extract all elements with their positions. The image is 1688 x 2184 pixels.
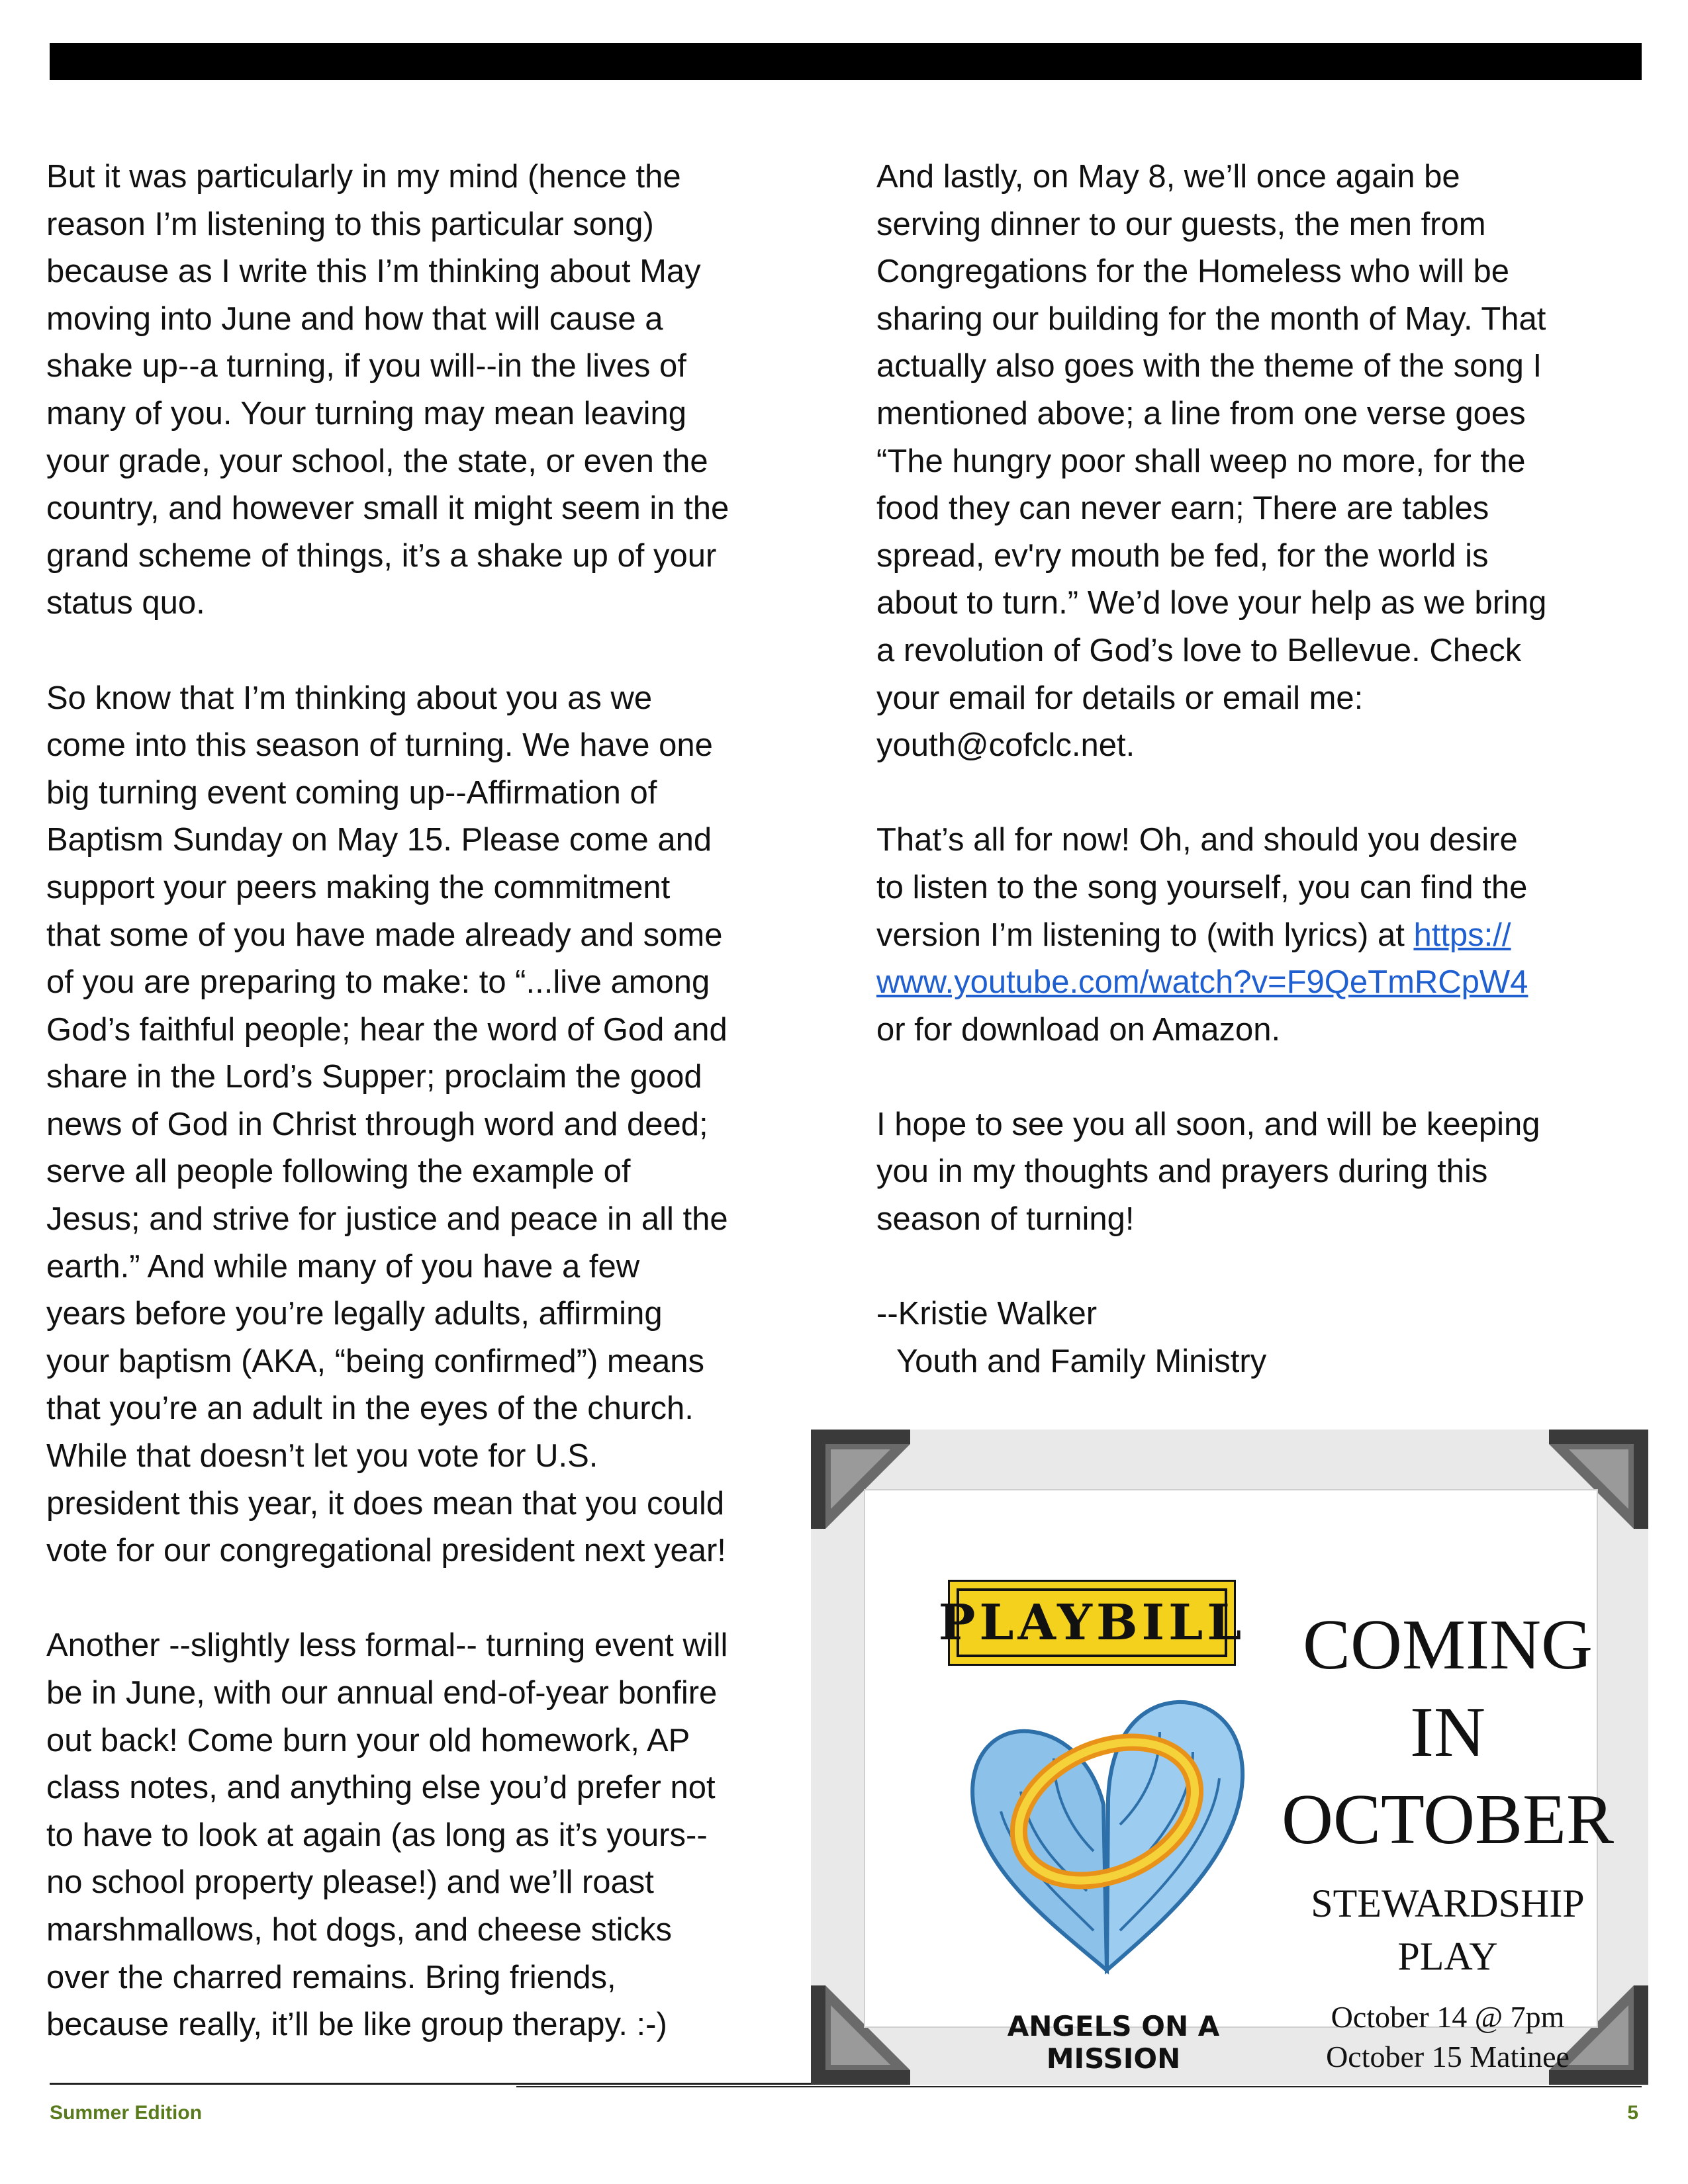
subtitle-line: PLAY: [1397, 1934, 1498, 1978]
text-line: marshmallows, hot dogs, and cheese sticks: [46, 1911, 673, 1948]
text-line: spread, ev'ry mouth be fed, for the world is: [876, 537, 1489, 574]
text-line: Another --slightly less formal-- turning event will: [46, 1627, 728, 1664]
text-line: season of turning!: [876, 1201, 1135, 1238]
date-line: October 15 Matinee: [1326, 2040, 1570, 2073]
playbill-logo-text: PLAYBILL: [957, 1588, 1227, 1657]
text-line: of you are preparing to make: to “...live among: [46, 964, 710, 1001]
text-line: reason I’m listening to this particular song): [46, 206, 654, 242]
text-line: share in the Lord’s Supper; proclaim the good: [46, 1059, 702, 1095]
text-line: many of you. Your turning may mean leaving: [46, 395, 686, 432]
text-line: I hope to see you all soon, and will be keeping: [876, 1106, 1540, 1142]
youtube-link-part-2[interactable]: www.youtube.com/watch?v=F9QeTmRCpW4: [876, 964, 1528, 1001]
text-line: So know that I’m thinking about you as we: [46, 680, 653, 716]
footer-divider: [50, 2083, 811, 2085]
text-line: sharing our building for the month of May. That: [876, 300, 1546, 337]
paragraph-closing: [876, 1101, 1644, 1244]
text-line: your baptism (AKA, “being confirmed”) means: [46, 1343, 704, 1379]
poster-card: [864, 1489, 1615, 2075]
text-line: While that doesn’t let you vote for U.S.: [46, 1438, 598, 1475]
text-line: “The hungry poor shall weep no more, for the: [876, 443, 1526, 479]
playbill-logo: [938, 1580, 1246, 1666]
text-line: years before you’re legally adults, affirming: [46, 1296, 663, 1332]
text-line: you in my thoughts and prayers during this: [876, 1154, 1488, 1190]
text-line: your grade, your school, the state, or even the: [46, 443, 708, 479]
right-column: [876, 154, 1644, 1385]
text-line: food they can never earn; There are tables: [876, 490, 1489, 527]
announcement-block: [1269, 1602, 1626, 2077]
email-text: youth@cofclc.net.: [876, 727, 1135, 764]
text-line: grand scheme of things, it’s a shake up of your: [46, 537, 717, 574]
text-line: Jesus; and strive for justice and peace in all the: [46, 1201, 728, 1238]
youtube-link-part-1[interactable]: https://: [1413, 917, 1511, 953]
paragraph-dinner: [876, 154, 1644, 770]
text-line-with-link: [876, 912, 1644, 960]
text-line: moving into June and how that will cause a: [46, 300, 663, 337]
text-line: to have to look at again (as long as it’s yours--: [46, 1817, 708, 1853]
text-line: because really, it’ll be like group therapy. :-): [46, 2007, 667, 2043]
text-line: status quo.: [46, 585, 205, 621]
text-line: president this year, it does mean that you could: [46, 1485, 725, 1522]
text-line: big turning event coming up--Affirmation of: [46, 774, 657, 811]
text-line: your email for details or email me:: [876, 680, 1364, 716]
signature-role: Youth and Family Ministry: [896, 1343, 1267, 1379]
subtitle: [1269, 1877, 1626, 1983]
text-line: mentioned above; a line from one verse goes: [876, 395, 1526, 432]
play-title-caption: ANGELS ON A MISSION: [1007, 2010, 1220, 2075]
text-line: But it was particularly in my mind (hence the: [46, 159, 681, 195]
page-number: 5: [1627, 2102, 1638, 2124]
text-fragment: version I’m listening to (with lyrics) at: [876, 917, 1414, 953]
text-line: that you’re an adult in the eyes of the church.: [46, 1390, 694, 1427]
text-line: be in June, with our annual end-of-year bonfire: [46, 1675, 718, 1711]
text-line: Baptism Sunday on May 15. Please come and: [46, 822, 712, 858]
text-line: vote for our congregational president next year!: [46, 1533, 726, 1569]
header-bar: [50, 43, 1642, 80]
edition-label: Summer Edition: [50, 2102, 203, 2124]
footer-divider: [516, 2086, 1642, 2087]
paragraph-2: [46, 675, 814, 1575]
playbill-poster: [811, 1430, 1648, 2085]
text-line: because as I write this I’m thinking about May: [46, 253, 701, 290]
paragraph-3: [46, 1622, 814, 2048]
signature: --Kristie Walker: [876, 1296, 1098, 1332]
text-line: earth.” And while many of you have a few: [46, 1248, 640, 1285]
subtitle-line: STEWARDSHIP: [1311, 1882, 1585, 1925]
text-line: serving dinner to our guests, the men from: [876, 206, 1486, 242]
text-line: country, and however small it might seem in the: [46, 490, 729, 527]
text-line: a revolution of God’s love to Bellevue. Check: [876, 632, 1522, 668]
text-line: serve all people following the example of: [46, 1154, 631, 1190]
text-line: God’s faithful people; hear the word of God and: [46, 1011, 727, 1048]
text-line: Congregations for the Homeless who will be: [876, 253, 1509, 290]
text-line: class notes, and anything else you’d prefer not: [46, 1770, 716, 1806]
text-line: support your peers making the commitment: [46, 869, 671, 905]
show-dates: [1269, 1997, 1626, 2077]
text-line: actually also goes with the theme of the song I: [876, 348, 1542, 385]
text-line: to listen to the song yourself, you can find the: [876, 869, 1528, 905]
text-line: shake up--a turning, if you will--in the lives of: [46, 348, 686, 385]
text-line: that some of you have made already and some: [46, 917, 723, 953]
text-line: That’s all for now! Oh, and should you desire: [876, 822, 1518, 858]
paragraph-1: [46, 154, 814, 627]
text-line: over the charred remains. Bring friends,: [46, 1959, 616, 1995]
text-line: or for download on Amazon.: [876, 1011, 1281, 1048]
left-column: [46, 154, 814, 2049]
date-line: October 14 @ 7pm: [1331, 2000, 1565, 2034]
text-line: about to turn.” We’d love your help as we bring: [876, 585, 1547, 621]
text-line: news of God in Christ through word and deed;: [46, 1106, 708, 1142]
text-line: come into this season of turning. We have one: [46, 727, 713, 764]
headline-line: IN: [1410, 1693, 1485, 1772]
text-line: no school property please!) and we’ll roast: [46, 1864, 654, 1901]
headline-line: COMING: [1302, 1606, 1593, 1684]
winged-heart-halo-icon: [961, 1679, 1252, 1990]
paragraph-song: [876, 817, 1644, 1054]
headline-line: OCTOBER: [1281, 1780, 1615, 1859]
text-line: out back! Come burn your old homework, AP: [46, 1722, 690, 1758]
text-line: And lastly, on May 8, we’ll once again be: [876, 159, 1460, 195]
